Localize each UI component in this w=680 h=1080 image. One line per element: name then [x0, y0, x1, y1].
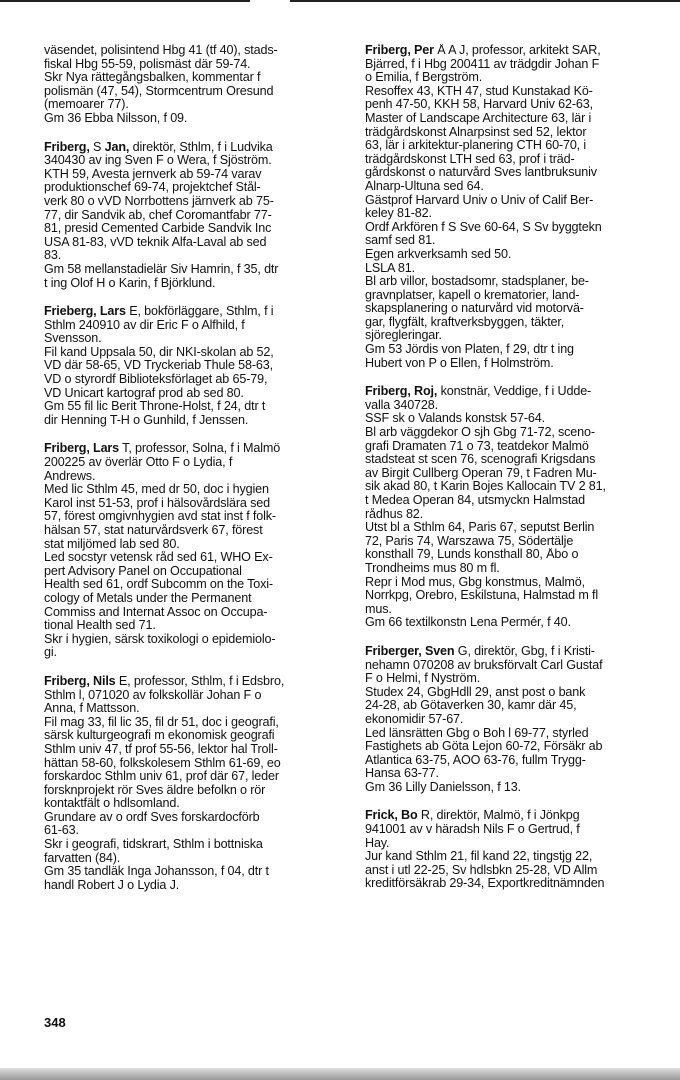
- entry-line: [365, 809, 665, 823]
- entry-text: o Emilia, f Bergström.: [365, 71, 483, 85]
- entry-line: [44, 689, 342, 703]
- entry-text: R, direktör, Malmö, f i Jönkpg: [417, 809, 580, 823]
- entry-line: [365, 71, 665, 85]
- entry-friberg-s-jan: [44, 141, 342, 291]
- entry-text: av Birgit Cullberg Operan 79, t Fadren Mu-: [365, 466, 597, 480]
- entry-line: [365, 221, 665, 235]
- entry-text: Bl arb väggdekor Ö sjh Gbg 71-72, sceno-: [365, 426, 595, 440]
- entry-line: [44, 112, 342, 126]
- entry-line: [365, 153, 665, 167]
- entry-text: t ing Olof H o Karin, f Björklund.: [44, 276, 216, 290]
- entry-line: [44, 578, 342, 592]
- entry-text: VD Unicart kartograf prod ab sed 80.: [44, 386, 244, 400]
- entry-line: [365, 837, 665, 851]
- entry-line: [365, 589, 665, 603]
- entry-line: [365, 576, 665, 590]
- entry-text: Gm 55 fil lic Berit Throne-Holst, f 24, dtr t: [44, 400, 266, 414]
- entry-line: [365, 275, 665, 289]
- entry-given-name: Jan,: [104, 140, 130, 154]
- entry-line: [365, 467, 665, 481]
- entry-friberg-per: [365, 44, 665, 370]
- entry-line: [44, 646, 342, 660]
- entry-text: 24-28, ab Götaverken 30, kamr där 45,: [365, 699, 577, 713]
- entry-line: [365, 343, 665, 357]
- entry-text: Master of Landscape Architecture 63, lär i: [365, 111, 592, 125]
- entry-line: [44, 222, 342, 236]
- entry-text: VD där 58-65, VD Tryckeriab Thule 58-63,: [44, 359, 273, 373]
- entry-line: [44, 619, 342, 633]
- entry-line: [365, 357, 665, 371]
- entry-line: [44, 305, 342, 319]
- entry-line: [44, 483, 342, 497]
- entry-text: trädgårdskonst LTH sed 63, prof i träd-: [365, 152, 575, 166]
- entry-line: [365, 412, 665, 426]
- entry-text: Atlantica 63-75, AÖO 63-76, fullm Trygg-: [365, 753, 586, 767]
- entry-text: nehamn 070208 av bruksförvalt Carl Gustaf: [365, 658, 603, 672]
- entry-text: Gm 36 Lilly Danielsson, f 13.: [365, 780, 521, 794]
- entry-line: [365, 562, 665, 576]
- entry-line: [365, 207, 665, 221]
- entry-text: Bjärred, f i Hbg 200411 av trädgdir Johan F: [365, 57, 600, 71]
- entry-line: [44, 414, 342, 428]
- entry-text: rådhus 82.: [365, 507, 424, 521]
- entry-line: [44, 497, 342, 511]
- entry-text: Gm 35 tandläk Inga Johansson, f 04, dtr t: [44, 865, 269, 879]
- entry-line: [365, 672, 665, 686]
- entry-line: [365, 616, 665, 630]
- entry-line: [44, 811, 342, 825]
- entry-text: Bl arb villor, bostadsomr, stadsplaner, be-: [365, 275, 589, 289]
- entry-text: Norrkpg, Örebro, Eskilstuna, Halmstad m fl: [365, 589, 599, 603]
- entry-text: dir Henning T-H o Gunhild, f Jenssen.: [44, 413, 249, 427]
- entry-text: Trondheims mus 80 m fl.: [365, 561, 500, 575]
- entry-text: Skr Nya rättegångsbalken, kommentar f: [44, 71, 261, 85]
- entry-line: [44, 852, 342, 866]
- entry-line: [365, 686, 665, 700]
- entry-line: [44, 838, 342, 852]
- entry-text: E, professor, Sthlm, f i Edsbro,: [115, 674, 285, 688]
- entry-line: [365, 126, 665, 140]
- entry-line: [44, 400, 342, 414]
- entry-text: Jur kand Sthlm 21, fil kand 22, tingstjg 22,: [365, 850, 593, 864]
- entry-name: Friberg, Per: [365, 44, 434, 57]
- entry-line: [44, 154, 342, 168]
- entry-line: [44, 209, 342, 223]
- entry-line: [365, 316, 665, 330]
- entry-text: 57, förest omgivnhygien avd stat inst f folk-: [44, 510, 276, 524]
- entry-text: polismän (47, 54), Stormcentrum Öresund: [44, 84, 274, 98]
- entry-line: [365, 535, 665, 549]
- entry-text: Alnarp-Ultuna sed 64.: [365, 179, 484, 193]
- entry-text: särsk kulturgeografi m ekonomisk geografi: [44, 729, 275, 743]
- entry-line: [44, 359, 342, 373]
- entry-text: 83.: [44, 249, 62, 263]
- scan-top-edge: [0, 0, 250, 2]
- entry-text: (memoarer 77).: [44, 98, 129, 112]
- entry-line: [44, 675, 342, 689]
- entry-text: penh 47-50, KKH 58, Harvard Univ 62-63,: [365, 98, 593, 112]
- entry-name: Friberger, Sven: [365, 644, 455, 658]
- entry-line: [44, 277, 342, 291]
- entry-line: [365, 877, 665, 891]
- entry-line: [44, 551, 342, 565]
- entry-friberger-sven: [365, 645, 665, 795]
- entry-line: [44, 249, 342, 263]
- entry-text: Gm 66 textilkonstn Lena Permér, f 40.: [365, 616, 571, 630]
- entry-text: Hansa 63-77.: [365, 767, 439, 781]
- entry-text: 63, lär i arkitektur-planering CTH 60-70, i: [365, 139, 587, 153]
- entry-line: [44, 824, 342, 838]
- entry-text: Å A J, professor, arkitekt SAR,: [433, 44, 601, 57]
- entry-text: Sthlm univ 47, tf prof 55-56, lektor hal Troll-: [44, 742, 278, 756]
- entry-text: sjöregleringar.: [365, 329, 442, 343]
- entry-text: 200225 av överlär Otto F o Lydia, f: [44, 456, 233, 470]
- entry-text: KTH 59, Avesta jernverk ab 59-74 varav: [44, 167, 262, 181]
- entry-text: valla 340728.: [365, 398, 438, 412]
- entry-name: Friberg, Roj,: [365, 385, 438, 399]
- entry-text: Sthlm 240910 av dir Eric F o Alfhild, f: [44, 318, 245, 332]
- scan-top-edge-right: [290, 0, 680, 2]
- entry-text: stadsteat st scen 76, scenografi Krigsdans: [365, 453, 596, 467]
- entry-text: gi.: [44, 646, 57, 660]
- entry-text: G, direktör, Gbg, f i Kristi-: [454, 644, 595, 658]
- entry-text: trädgårdskonst Alnarpsinst sed 52, lektor: [365, 125, 587, 139]
- entry-text: produktionschef 69-74, projektchef Stål-: [44, 181, 261, 195]
- entry-text: SSF sk o Valands konstsk 57-64.: [365, 412, 545, 426]
- entry-text: Fastighets ab Göta Lejon 60-72, Försäkr ab: [365, 740, 603, 754]
- entry-text: Fil mag 33, fil lic 35, fil dr 51, doc i geografi,: [44, 715, 279, 729]
- entry-line: [44, 538, 342, 552]
- page-number: 348: [44, 1015, 66, 1030]
- entry-text: konsthall 79, Lunds konsthall 80, Åbo o: [365, 548, 579, 562]
- entry-text: Anna, f Mattsson.: [44, 702, 140, 716]
- entry-line: [365, 850, 665, 864]
- entry-line: [44, 85, 342, 99]
- entry-line: [44, 71, 342, 85]
- entry-line: [44, 633, 342, 647]
- entry-line: [365, 453, 665, 467]
- entry-text: E, bokförläggare, Sthlm, f i: [125, 305, 274, 319]
- entry-line: [44, 865, 342, 879]
- entry-line: [365, 302, 665, 316]
- entry-line: [365, 521, 665, 535]
- entry-text: Karol inst 51-53, prof i hälsovårdslära sed: [44, 496, 270, 510]
- entry-text: Sthlm l, 071020 av folkskollär Johan F o: [44, 688, 262, 702]
- entry-frick-bo: [365, 809, 665, 891]
- entry-text: 77, dir Sandvik ab, chef Coromantfabr 77-: [44, 208, 272, 222]
- entry-text: kontaktfält o hdlsomland.: [44, 797, 180, 811]
- entry-text: Hubert von P o Ellen, f Holmström.: [365, 356, 554, 370]
- entry-friberg-nils: [44, 675, 342, 893]
- entry-line: [44, 702, 342, 716]
- entry-text: 61-63.: [44, 824, 79, 838]
- entry-line: [44, 565, 342, 579]
- entry-text: forskardoc Sthlm univ 61, prof där 67, leder: [44, 770, 279, 784]
- entry-name: Friberg, Nils: [44, 674, 116, 688]
- entry-line: [44, 524, 342, 538]
- entry-text: 81, presid Cemented Carbide Sandvik Inc: [44, 222, 272, 236]
- entry-friberg-roj: [365, 385, 665, 630]
- entry-text: Grundare av o ordf Sves forskardocförb: [44, 810, 260, 824]
- entry-line: [44, 141, 342, 155]
- entry-text: VD o styrordf Biblioteksförlaget ab 65-79,: [44, 373, 268, 387]
- entry-line: [44, 757, 342, 771]
- entry-line: [44, 879, 342, 893]
- entry-line: [44, 346, 342, 360]
- entry-line: [44, 770, 342, 784]
- entry-line: [44, 510, 342, 524]
- entry-text: F o Helmi, f Nyström.: [365, 672, 481, 686]
- entry-line: [44, 195, 342, 209]
- entry-text: Svensson.: [44, 332, 102, 346]
- entry-line: [365, 659, 665, 673]
- entry-name: Friberg, Lars: [44, 442, 120, 456]
- entry-text: t Medea Operan 84, utsmyckn Halmstad: [365, 494, 585, 507]
- entry-line: [365, 139, 665, 153]
- entry-name: Frieberg, Lars: [44, 305, 126, 319]
- entry-line: [365, 699, 665, 713]
- entry-text: sik akad 80, t Karin Bojes Kallocain TV 2 81,: [365, 480, 606, 494]
- entry-line: [365, 823, 665, 837]
- entry-line: [44, 456, 342, 470]
- entry-line: [365, 262, 665, 276]
- entry-line: [44, 387, 342, 401]
- entry-line: [44, 784, 342, 798]
- entry-line: [365, 58, 665, 72]
- entry-text: verk 80 o vVD Norrbottens järnverk ab 75-: [44, 194, 274, 208]
- entry-line: [365, 248, 665, 262]
- entry-text: Gm 36 Ebba Nilsson, f 09.: [44, 111, 188, 125]
- entry-line: [44, 181, 342, 195]
- entry-text: Fil kand Uppsala 50, dir NKI-skolan ab 52,: [44, 345, 274, 359]
- entry-text: direktör, Sthlm, f i Ludvika: [129, 140, 273, 154]
- scan-bottom-edge: [0, 1068, 680, 1080]
- entry-text: Med lic Sthlm 45, med dr 50, doc i hygien: [44, 483, 269, 497]
- entry-text: Ordf Arkfören f S Sve 60-64, S Sv byggtekn: [365, 220, 602, 234]
- entry-line: [365, 399, 665, 413]
- entry-line: [44, 797, 342, 811]
- entry-text: grafi Dramaten 71 o 73, teatdekor Malmö: [365, 439, 589, 453]
- entry-text: Health sed 61, ordf Subcomm on the Toxi-: [44, 578, 273, 592]
- entry-name: Friberg,: [44, 140, 90, 154]
- entry-line: [365, 713, 665, 727]
- entry-text: 72, Paris 74, Warszawa 75, Södertälje: [365, 534, 574, 548]
- entry-text: 340430 av ing Sven F o Wera, f Sjöström.: [44, 154, 272, 168]
- entry-line: [44, 98, 342, 112]
- entry-text: stat miljömed lab sed 80.: [44, 537, 180, 551]
- entry-text: Gm 58 mellanstadielär Siv Hamrin, f 35, dtr: [44, 262, 279, 276]
- entry-text: cology of Metals under the Permanent: [44, 591, 252, 605]
- entry-line: [365, 289, 665, 303]
- entry-line: [365, 480, 665, 494]
- entry-line: [44, 729, 342, 743]
- entry-frieberg-lars: [44, 305, 342, 427]
- entry-line: [44, 332, 342, 346]
- entry-text: Led socstyr vetensk råd sed 61, WHO Ex-: [44, 551, 273, 565]
- entry-text: Resoffex 43, KTH 47, stud Kunstakad Kö-: [365, 84, 593, 98]
- entry-line: [365, 329, 665, 343]
- entry-line: [365, 727, 665, 741]
- entry-name-initial: S: [93, 140, 102, 154]
- entry-text: tional Health sed 71.: [44, 619, 156, 633]
- entry-line: [365, 864, 665, 878]
- entry-text: Skr i geografi, tidskrart, Sthlm i bottniska: [44, 838, 263, 852]
- entry-friberg-lars-t: [44, 442, 342, 660]
- entry-line: [365, 781, 665, 795]
- entry-text: Gm 53 Jördis von Platen, f 29, dtr t ing: [365, 343, 574, 357]
- entry-text: anst i utl 22-25, Sv hdlsbkn 25-28, VD Allm: [365, 863, 598, 877]
- entry-text: Utst bl a Sthlm 64, Paris 67, seputst Berlin: [365, 521, 595, 535]
- entry-line: [365, 85, 665, 99]
- entry-line: [365, 754, 665, 768]
- entry-text: Studex 24, GbgHdll 29, anst post o bank: [365, 685, 586, 699]
- entry-line: [365, 194, 665, 208]
- entry-text: pert Advisory Panel on Occupational: [44, 564, 242, 578]
- entry-line: [365, 603, 665, 617]
- entry-text: handl Robert J o Lydia J.: [44, 878, 180, 892]
- entry-line: [44, 373, 342, 387]
- entry-cont: [44, 44, 342, 126]
- entry-line: [44, 319, 342, 333]
- entry-line: [365, 180, 665, 194]
- entry-text: ekonomidir 57-67.: [365, 712, 464, 726]
- entry-text: keley 81-82.: [365, 207, 432, 221]
- entry-text: Commiss and Internat Assoc on Occupa-: [44, 605, 268, 619]
- entry-text: hälsan 57, stat naturvårdsverk 67, förest: [44, 524, 263, 537]
- entry-text: mus.: [365, 602, 392, 616]
- entry-line: [365, 44, 665, 58]
- entry-line: [365, 426, 665, 440]
- entry-text: samf sed 81.: [365, 234, 436, 248]
- entry-text: Led länsrätten Gbg o Boh l 69-77, styrled: [365, 726, 589, 740]
- entry-line: [365, 98, 665, 112]
- entry-text: LSLA 81.: [365, 261, 415, 275]
- entry-line: [365, 494, 665, 508]
- entry-line: [44, 743, 342, 757]
- entry-text: forsknprojekt rör Sves äldre befolkn o rör: [44, 783, 266, 797]
- entry-line: [44, 44, 342, 58]
- entry-text: Hay.: [365, 836, 390, 850]
- right-column: [365, 44, 665, 906]
- entry-text: hättan 58-60, folkskolesem Sthlm 61-69, eo: [44, 756, 281, 770]
- entry-line: [365, 166, 665, 180]
- entry-line: [44, 168, 342, 182]
- entry-line: [44, 58, 342, 72]
- entry-line: [365, 112, 665, 126]
- entry-text: gårdskonst o naturvård Sves lantbruksuniv: [365, 166, 597, 180]
- entry-line: [365, 767, 665, 781]
- entry-line: [44, 716, 342, 730]
- entry-text: farvatten (84).: [44, 851, 121, 865]
- entry-line: [44, 606, 342, 620]
- entry-text: USA 81-83, vVD teknik Alfa-Laval ab sed: [44, 235, 267, 249]
- entry-line: [44, 442, 342, 456]
- entry-text: Gästprof Harvard Univ o Univ of Calif Ber-: [365, 193, 594, 207]
- entry-line: [44, 236, 342, 250]
- entry-text: Andrews.: [44, 469, 96, 483]
- entry-line: [44, 470, 342, 484]
- entry-text: väsendet, polisintend Hbg 41 (tf 40), stads-: [44, 44, 278, 57]
- entry-text: Repr i Mod mus, Gbg konstmus, Malmö,: [365, 575, 585, 589]
- entry-text: gravnplatser, kapell o krematorier, land-: [365, 288, 580, 302]
- entry-text: skapsplanering o naturvård vid motorvä-: [365, 302, 584, 316]
- entry-text: T, professor, Solna, f i Malmö: [119, 442, 281, 456]
- entry-line: [44, 592, 342, 606]
- entry-line: [365, 234, 665, 248]
- entry-line: [44, 263, 342, 277]
- entry-text: konstnär, Veddige, f i Udde-: [437, 385, 592, 399]
- entry-text: fiskal Hbg 55-59, polismäst där 59-74.: [44, 57, 251, 71]
- entry-text: gar, flygfält, kraftverksbyggen, täkter,: [365, 315, 565, 329]
- entry-text: Skr i hygien, särsk toxikologi o epidemiolo-: [44, 632, 276, 646]
- entry-line: [365, 385, 665, 399]
- entry-line: [365, 740, 665, 754]
- entry-line: [365, 440, 665, 454]
- entry-text: kreditförsäkrab 29-34, Exportkreditnämnden: [365, 877, 605, 891]
- entry-line: [365, 645, 665, 659]
- entry-line: [365, 548, 665, 562]
- entry-text: Egen arkverksamh sed 50.: [365, 247, 512, 261]
- entry-line: [365, 508, 665, 522]
- left-column: [44, 44, 342, 907]
- entry-text: 941001 av v häradsh Nils F o Gertrud, f: [365, 823, 580, 837]
- entry-name: Frick, Bo: [365, 809, 418, 823]
